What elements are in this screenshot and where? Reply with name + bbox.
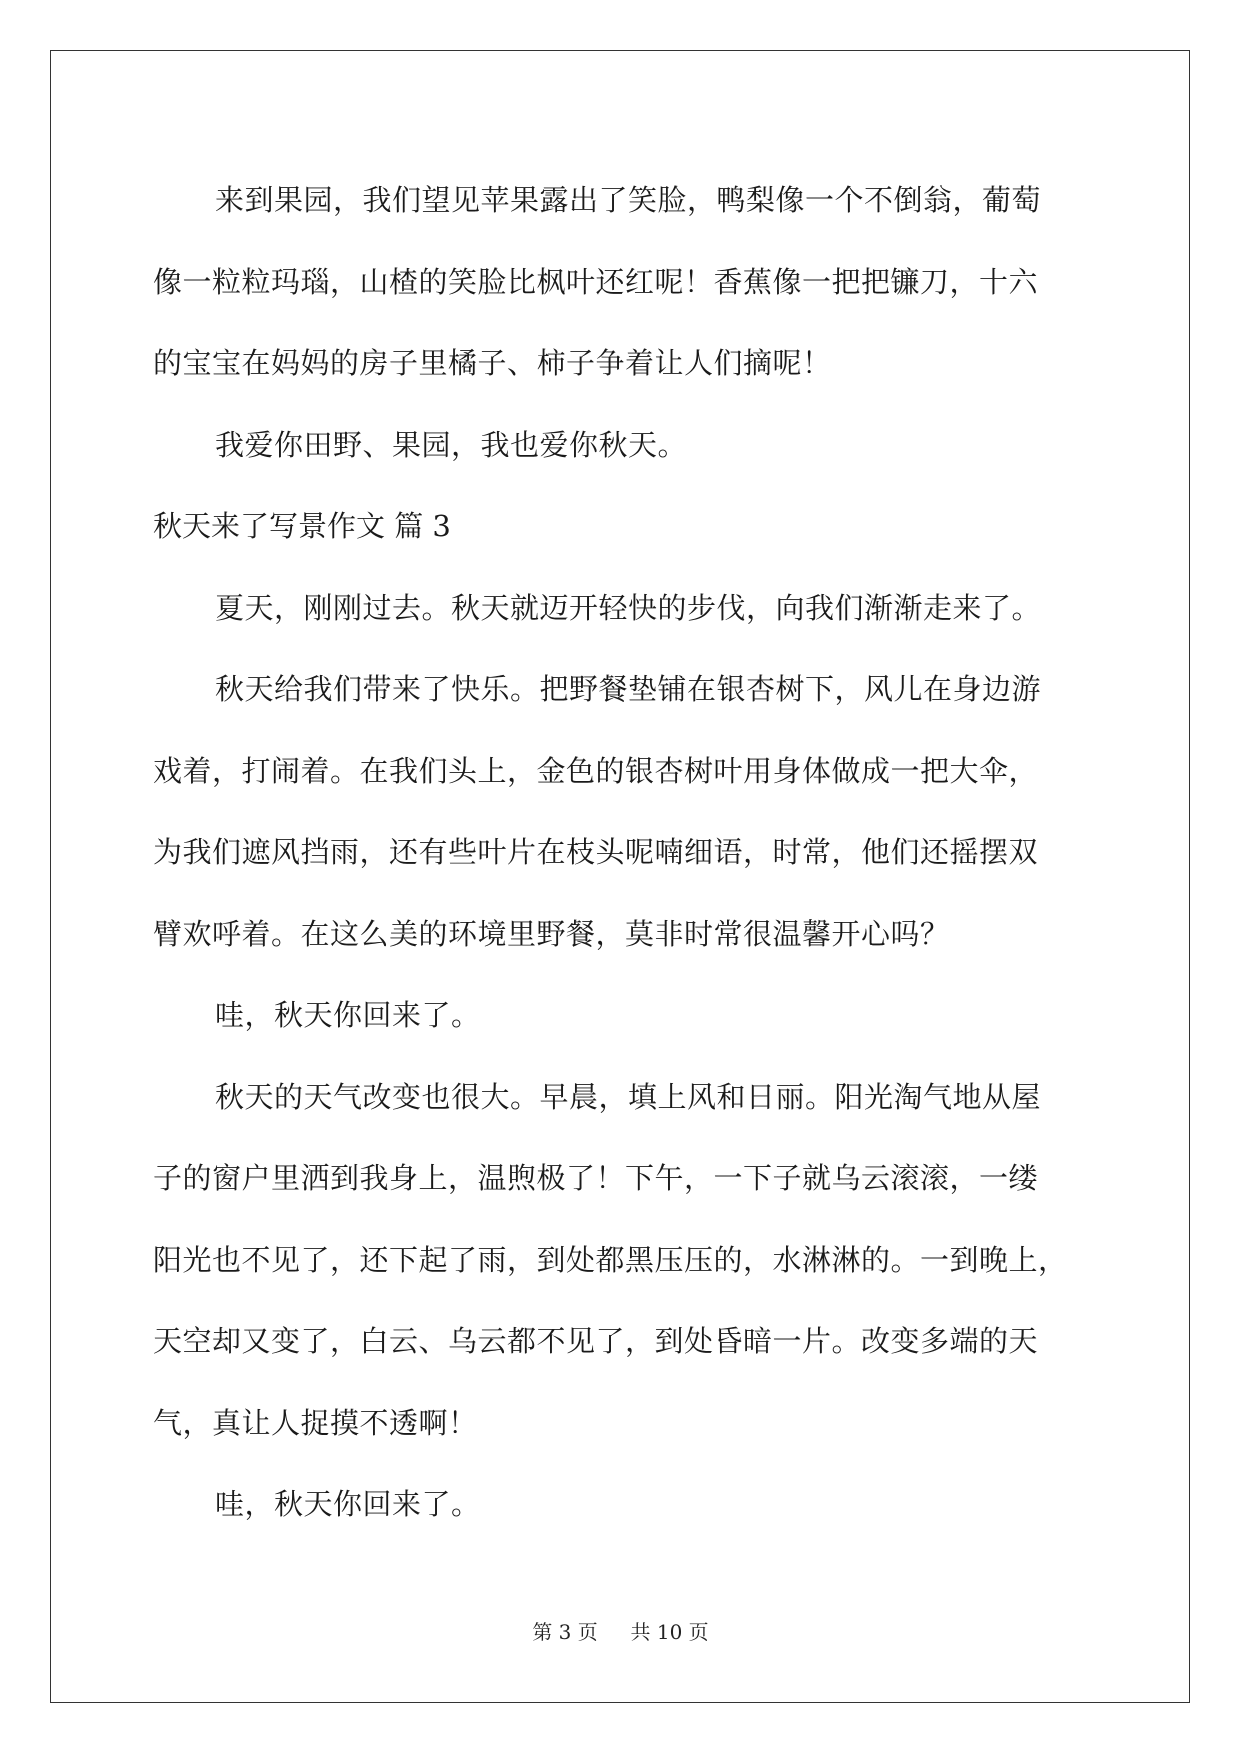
paragraph-line: 天空却又变了，白云、乌云都不见了，到处昏暗一片。改变多端的天 <box>153 1324 1039 1358</box>
paragraph-line: 哇，秋天你回来了。 <box>215 998 481 1032</box>
document-body <box>153 160 1113 1546</box>
total-pages: 共 10 页 <box>630 1620 709 1644</box>
section-title: 秋天来了写景作文 篇 3 <box>153 509 451 543</box>
paragraph-line: 为我们遮风挡雨，还有些叶片在枝头呢喃细语，时常，他们还摇摆双 <box>153 835 1039 869</box>
paragraph-line: 臂欢呼着。在这么美的环境里野餐，莫非时常很温馨开心吗？ <box>153 916 950 951</box>
paragraph-line: 来到果园，我们望见苹果露出了笑脸，鸭梨像一个不倒翁，葡萄 <box>215 183 1042 217</box>
paragraph-line: 气，真让人捉摸不透啊！ <box>153 1405 478 1440</box>
page-number: 第 3 页 <box>532 1620 598 1644</box>
paragraph-line: 像一粒粒玛瑙，山楂的笑脸比枫叶还红呢！香蕉像一把把镰刀，十六 <box>153 264 1039 299</box>
paragraph-line: 的宝宝在妈妈的房子里橘子、柿子争着让人们摘呢！ <box>153 346 832 380</box>
paragraph-line: 戏着，打闹着。在我们头上，金色的银杏树叶用身体做成一把大伞， <box>153 753 1039 788</box>
paragraph-line: 哇，秋天你回来了。 <box>215 1487 481 1521</box>
paragraph-line: 我爱你田野、果园，我也爱你秋天。 <box>215 427 688 462</box>
paragraph-line: 子的窗户里洒到我身上，温煦极了！下午，一下子就乌云滚滚，一缕 <box>153 1161 1039 1195</box>
paragraph-line: 秋天给我们带来了快乐。把野餐垫铺在银杏树下，风儿在身边游 <box>215 672 1042 706</box>
paragraph-line: 阳光也不见了，还下起了雨，到处都黑压压的，水淋淋的。一到晚上， <box>153 1242 1068 1277</box>
paragraph-line: 夏天，刚刚过去。秋天就迈开轻快的步伐，向我们渐渐走来了。 <box>215 590 1042 625</box>
page-footer <box>0 1616 1241 1645</box>
paragraph-line: 秋天的天气改变也很大。早晨，填上风和日丽。阳光淘气地从屋 <box>215 1079 1042 1114</box>
